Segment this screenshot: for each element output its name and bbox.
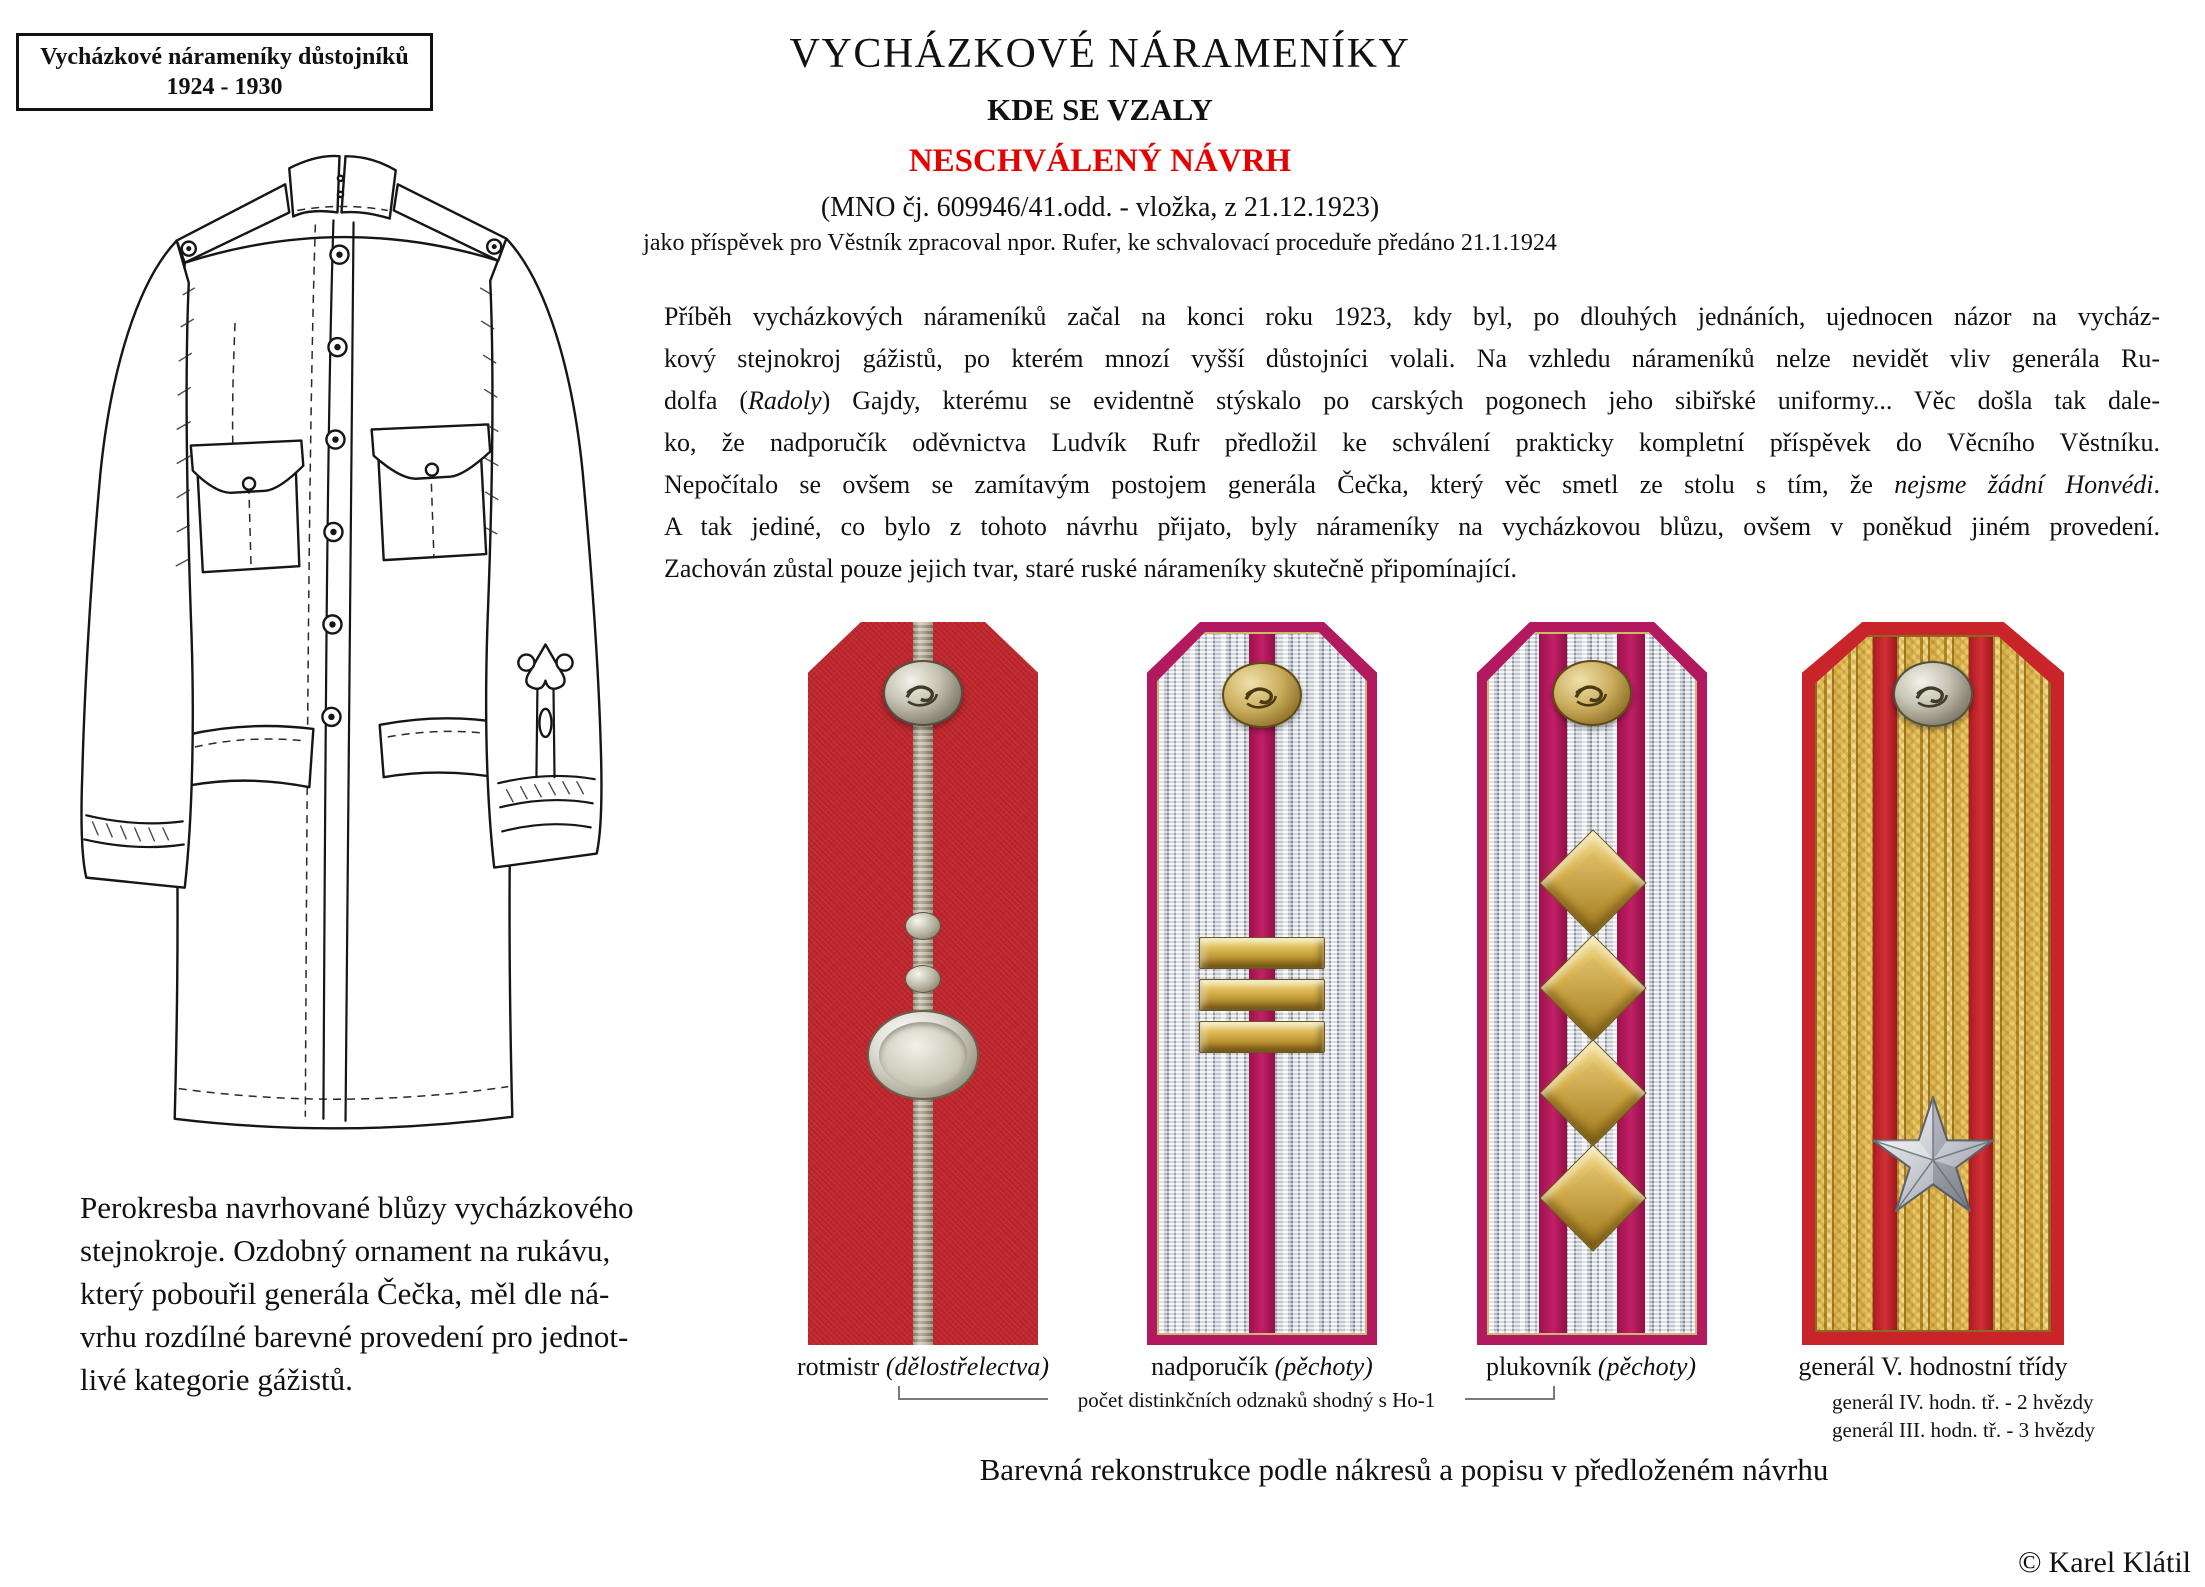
page-subtitle: KDE SE VZALY	[987, 92, 1213, 127]
paragraph-line: kový stejnokroj gážistů, po kterém mnozí vyšší důstojníci volali. Na vzhledu nárameníků nelze nevidět vliv generála Ru-	[664, 344, 2160, 373]
paragraph-line: dolfa (Radoly) Gajdy, kterému se evidentně stýskalo po carských pogonech jeho sibiřské uniformy... Věc došla tak dale-	[664, 386, 2160, 415]
copyright-icon: ©	[2017, 1544, 2042, 1579]
paragraph-line: Zachován zůstal pouze jejich tvar, staré ruské nárameníky skutečně připomínající.	[664, 554, 1518, 583]
board-label-nadporucik: nadporučík (pěchoty)	[1151, 1352, 1373, 1381]
uniform-button-icon	[1552, 660, 1632, 726]
board-label-rotmistr: rotmistr (dělostřelectva)	[797, 1352, 1049, 1381]
tunic-line-drawing	[25, 112, 660, 1167]
red-stripe	[1969, 637, 1993, 1330]
collar	[289, 156, 396, 219]
shoulder-board-nadporucik	[1147, 622, 1377, 1345]
copyright-name: Karel Klátil	[2048, 1546, 2191, 1579]
rank-disc-icon	[867, 1010, 979, 1100]
general-star-icon	[1867, 1094, 1999, 1226]
gold-braid-field	[1815, 635, 2051, 1332]
page-title: VYCHÁZKOVÉ NÁRAMENÍKY	[789, 31, 1411, 77]
processing-note: jako příspěvek pro Věstník zpracoval npor. Rufer, ke schvalovací proceduře předáno 21.1.1924	[643, 230, 1557, 256]
right-sleeve	[480, 239, 601, 868]
uniform-button-icon	[1893, 661, 1973, 727]
corner-box	[16, 33, 433, 111]
drawing-caption-line: vrhu rozdílné barevné provedení pro jednot-	[80, 1319, 629, 1354]
uniform-button-icon	[1222, 662, 1302, 728]
paragraph-line: ko, že nadporučík oděvnictva Ludvík Rufr předložil ke schválení prakticky kompletní příspěvek do Věcního Věstníku.	[664, 428, 2160, 457]
bracket-line	[1465, 1398, 1555, 1400]
reconstruction-caption: Barevná rekonstrukce podle nákresů a popisu v předloženém návrhu	[979, 1452, 1829, 1487]
copyright-credit	[2018, 1544, 2191, 1580]
corner-box-title: Vycházkové nárameníky důstojníků	[40, 44, 409, 70]
general-note-line: generál IV. hodn. tř. - 2 hvězdy	[1832, 1390, 2094, 1414]
board-label-general: generál V. hodnostní třídy	[1798, 1352, 2068, 1381]
drawing-caption-line: Perokresba navrhované blůzy vycházkového	[80, 1190, 634, 1225]
paragraph-line: Nepočítalo se ovšem se zamítavým postojem generála Čečka, který věc smetl ze stolu s tím, že nejsme žádní Honvédi.	[664, 470, 2160, 499]
paragraph-line: A tak jediné, co bylo z tohoto návrhu přijato, byly nárameníky na vycházkovou blůzu, ovšem v poněkud jiném provedení.	[664, 512, 2160, 541]
red-stripe	[1873, 637, 1897, 1330]
rank-knob-icon	[905, 965, 941, 993]
board-label-plukovnik: plukovník (pěchoty)	[1485, 1352, 1697, 1381]
corner-box-years: 1924 - 1930	[166, 74, 283, 100]
paragraph-line: Příběh vycházkových nárameníků začal na konci roku 1923, kdy byl, po dlouhých jednáních, ujednocen názor na vycház-	[664, 302, 2160, 331]
general-note-line: generál III. hodn. tř. - 3 hvězdy	[1832, 1418, 2095, 1442]
page-header	[500, 0, 1700, 257]
reference-line: (MNO čj. 609946/41.odd. - vložka, z 21.12.1923)	[820, 192, 1380, 223]
shoulder-board-rotmistr	[808, 622, 1038, 1345]
silver-braid-field	[1157, 632, 1367, 1335]
silver-braid-field	[1487, 632, 1697, 1335]
rank-knob-icon	[905, 912, 941, 940]
tunic-body	[175, 237, 513, 1128]
rank-bar-icon	[1199, 979, 1325, 1011]
left-sleeve	[81, 241, 194, 888]
drawing-caption-line: který pobouřil generála Čečka, měl dle ná-	[80, 1276, 610, 1311]
bracket-annotation	[898, 1386, 1555, 1412]
drawing-caption	[80, 1186, 660, 1401]
drawing-caption-line: stejnokroje. Ozdobný ornament na rukávu,	[80, 1233, 611, 1268]
general-class-notes	[1832, 1388, 2095, 1444]
bracket-note: počet distinkčních odznaků shodný s Ho-1	[1077, 1388, 1436, 1412]
rank-bar-icon	[1199, 937, 1325, 969]
uniform-button-icon	[883, 660, 963, 726]
status-heading: NESCHVÁLENÝ NÁVRH	[908, 143, 1292, 179]
article-paragraph	[664, 296, 2160, 590]
rank-bar-icon	[1199, 1021, 1325, 1053]
bracket-tick	[1553, 1386, 1555, 1400]
drawing-caption-line: livé kategorie gážistů.	[80, 1362, 353, 1397]
shoulder-board-plukovnik	[1477, 622, 1707, 1345]
shoulder-board-general	[1802, 622, 2064, 1345]
bracket-line	[898, 1398, 1048, 1400]
